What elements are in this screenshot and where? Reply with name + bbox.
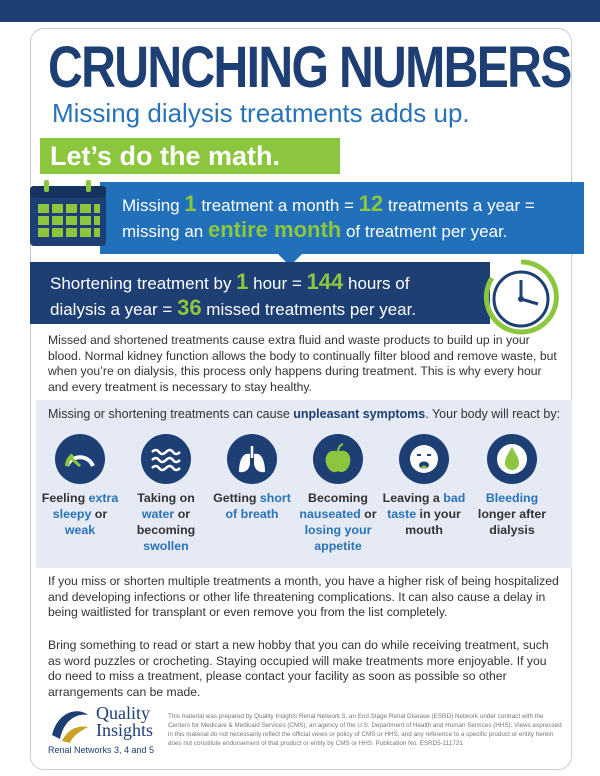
symptom-sleepy: Feeling extra sleepy or weak	[38, 434, 122, 538]
paragraph-buildup: Missed and shortened treatments cause extra fluid and waste products to build up in your blood. Normal kidney function allows the body to continually filter blood and remove waste, but when you’re on dialysis, this process only happens during treatment. This is why every hour and every treatment is necessary to stay healthy.	[48, 333, 557, 394]
symptom-taste: Leaving a bad taste in your mouth	[382, 434, 466, 538]
quality-insights-logo: Quality Insights Renal Networks 3, 4 and 5	[48, 703, 155, 755]
symptom-breath: Getting short of breath	[210, 434, 294, 522]
disclaimer-text: This material was prepared by Quality Insights Renal Network 5, an End Stage Renal Disease (ESRD) Network under contract with the Centers for Medicare & Medicaid Services (CMS), an agency of the U.S. Department of Health and Human Services (HHS). Views expressed in this material do not necessarily reflect the official views or policy of CMS or HHS, and any reference to a specific product or entity herein does not constitute endorsement of that product or entity by CMS or HHS. Publication No. ESRD5-111721	[168, 713, 562, 747]
clock-icon	[480, 256, 562, 338]
sick-face-icon	[399, 434, 449, 484]
logo-subtitle: Renal Networks 3, 4 and 5	[48, 745, 155, 755]
band2-number-144: 144	[306, 269, 344, 294]
logo-mark-icon	[48, 705, 92, 745]
missed-treatment-band	[100, 182, 584, 254]
shortened-treatment-band	[30, 262, 490, 324]
band1-line1: Missing 1 treatment a month = 12 treatments a year =	[122, 191, 535, 216]
band2-number-36: 36	[177, 295, 202, 320]
paragraph-tips: Bring something to read or start a new hobby that you can do while receiving treatment, such as word puzzles or crocheting. Staying occupied will make treatments more enjoyable. If you do need to miss a treatment, please contact your facility as soon as possible so other arrangements can be made.	[48, 638, 549, 699]
band2-number-1: 1	[236, 269, 249, 294]
symptom-swollen: Taking on water or becoming swollen	[124, 434, 208, 554]
band1-line2: missing an entire month of treatment per year.	[122, 217, 508, 242]
paragraph-risks: If you miss or shorten multiple treatments a month, you have a higher risk of being hospitalized and developing infections or other life threatening complications. It can also cause a delay in being waitlisted for transplant or even remove you from the list completely.	[48, 574, 559, 619]
band2-line1: Shortening treatment by 1 hour = 144 hours of	[50, 269, 410, 294]
blood-drop-icon	[487, 434, 537, 484]
apple-icon	[313, 434, 363, 484]
page-title: CRUNCHING NUMBERS	[48, 35, 571, 100]
top-color-bar	[0, 0, 600, 22]
symptom-bleeding: Bleeding longer after dialysis	[470, 434, 554, 538]
lungs-icon	[227, 434, 277, 484]
water-waves-icon	[141, 434, 191, 484]
symptoms-panel	[36, 400, 572, 568]
band1-number-1: 1	[184, 191, 197, 216]
page-subtitle: Missing dialysis treatments adds up.	[52, 98, 470, 128]
band1-entire-month: entire month	[207, 217, 342, 242]
math-banner: Let’s do the math.	[40, 138, 340, 174]
gauge-icon	[55, 434, 105, 484]
calendar-icon	[26, 178, 110, 250]
band1-number-12: 12	[358, 191, 384, 216]
symptoms-intro: Missing or shortening treatments can cause unpleasant symptoms. Your body will react by:	[48, 407, 561, 421]
symptom-nauseated: Becoming nauseated or losing your appetite	[296, 434, 380, 554]
band2-line2: dialysis a year = 36 missed treatments per year.	[50, 295, 417, 320]
